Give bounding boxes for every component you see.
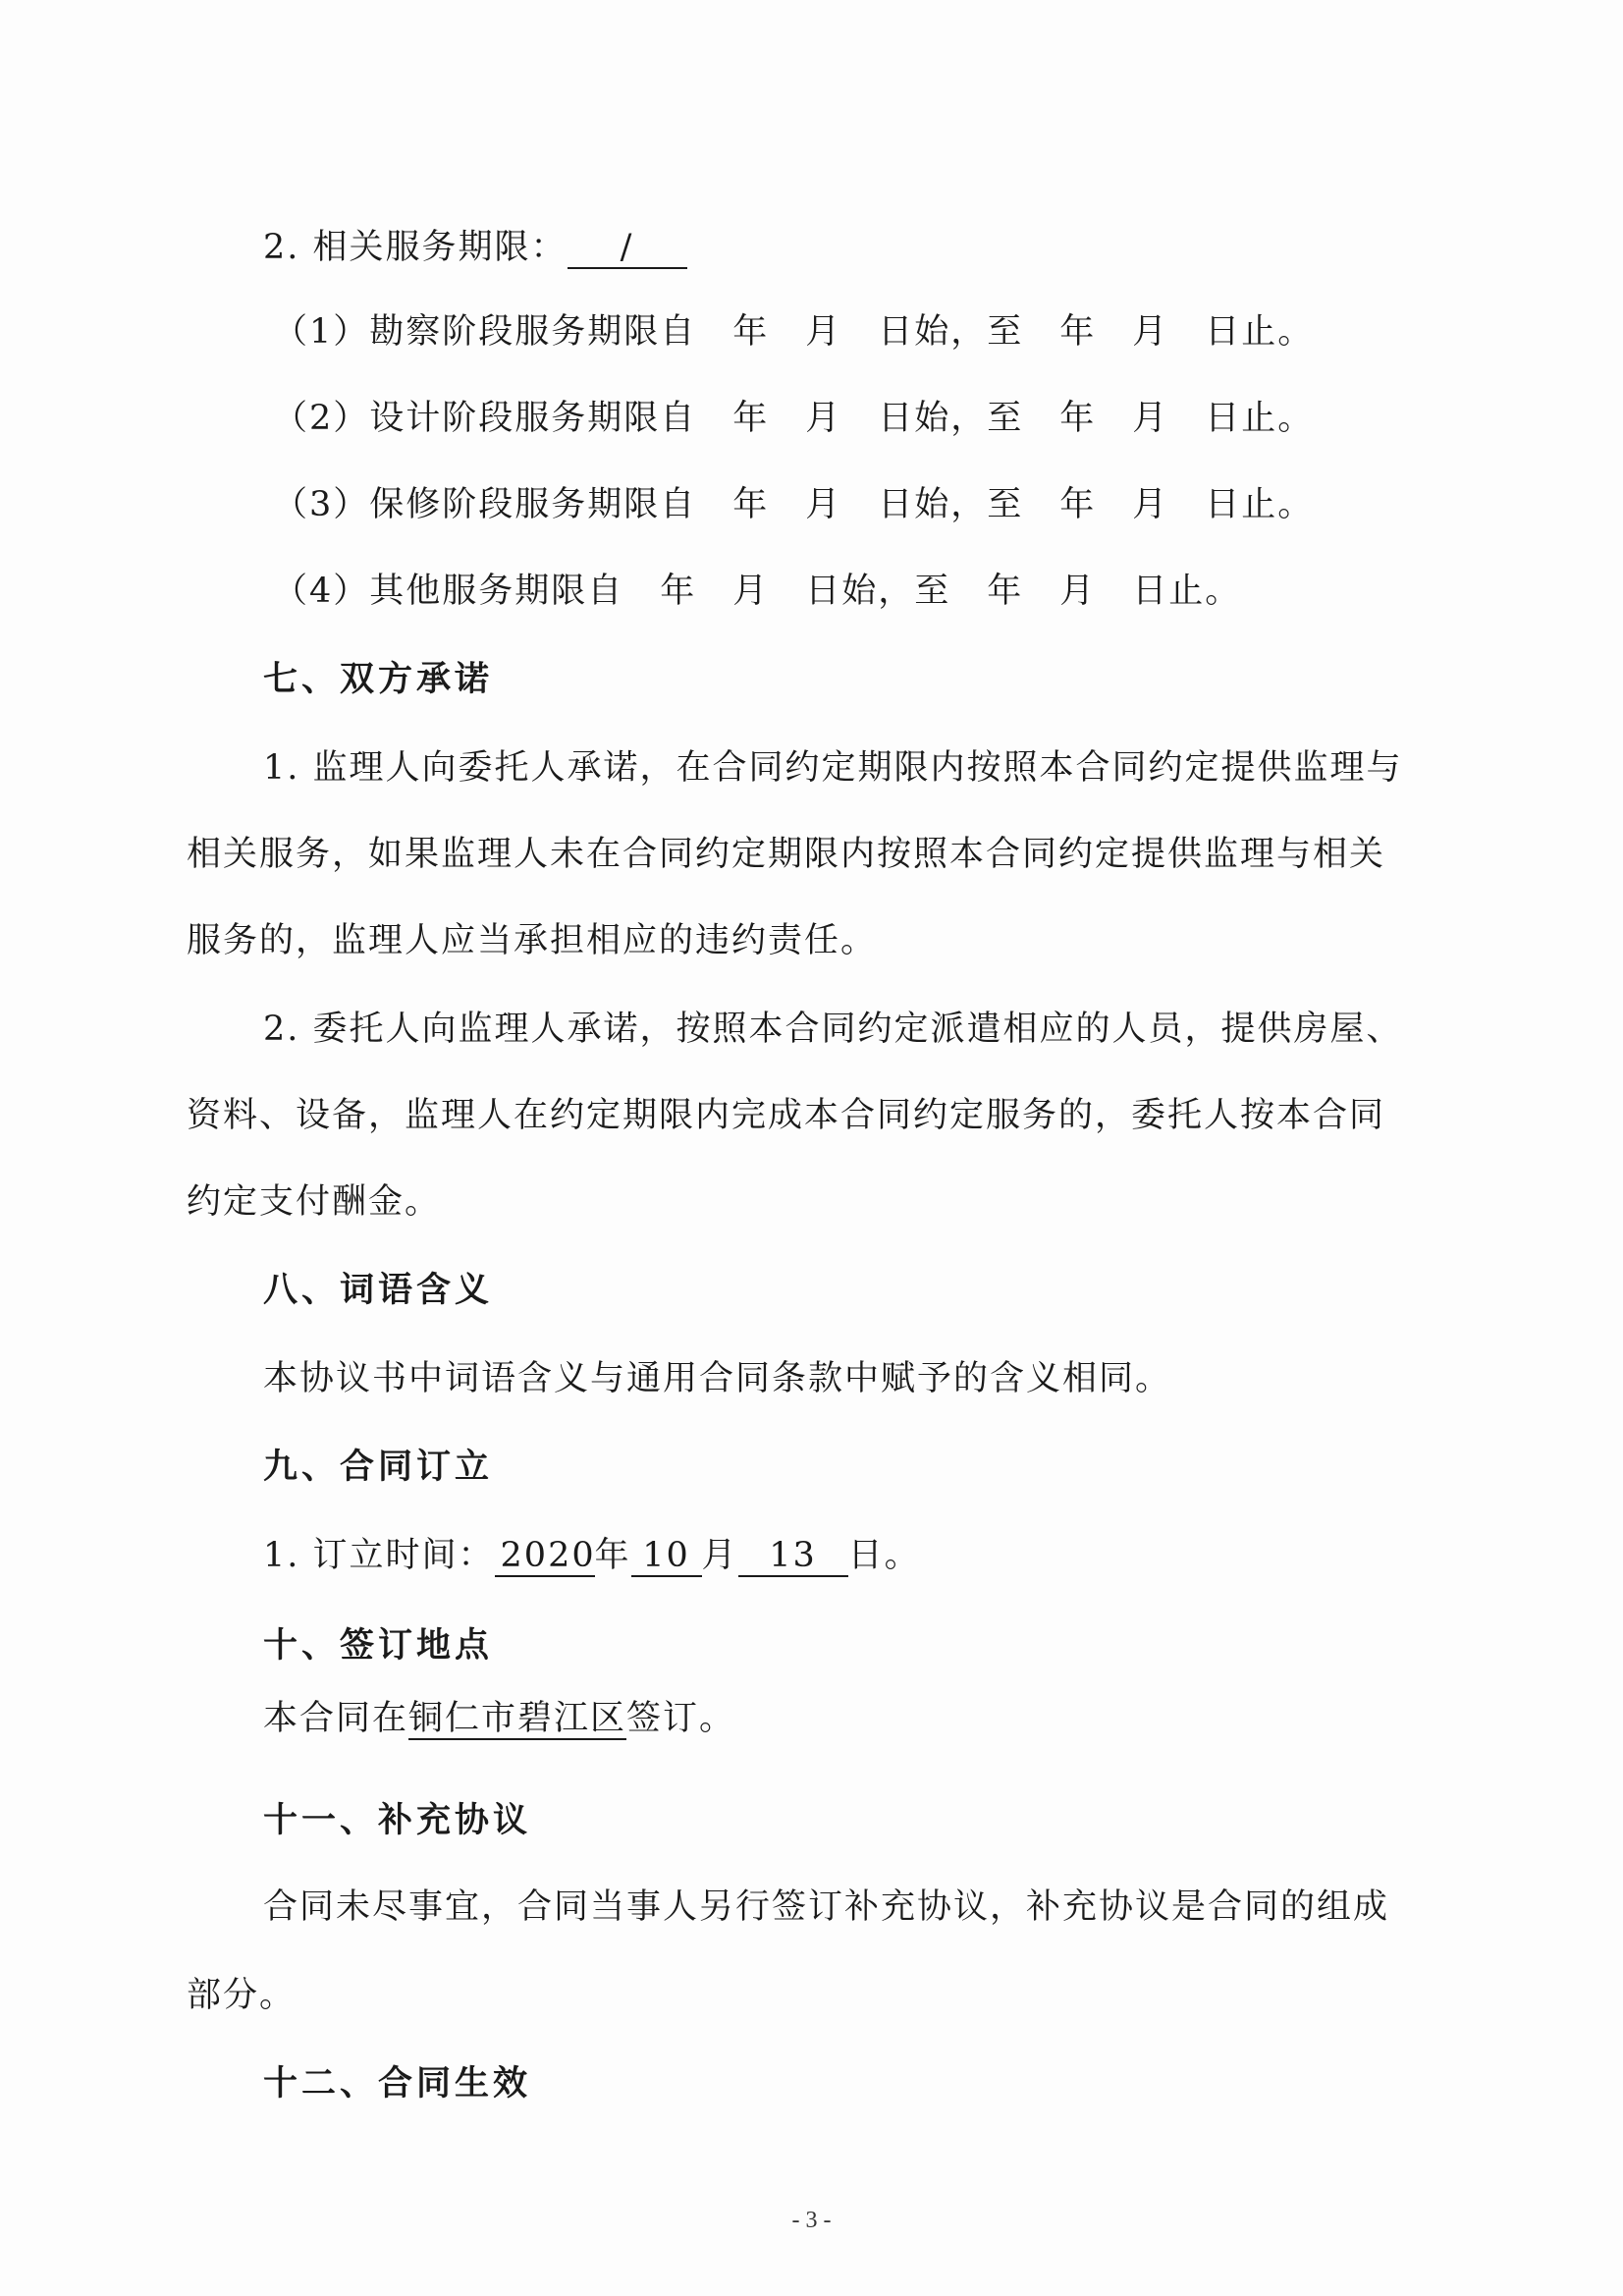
signing-day: 13 (738, 1536, 848, 1577)
signing-year-unit: 年 (594, 1536, 631, 1575)
service-term-value: / (568, 228, 687, 269)
section-7-heading: 七、双方承诺 (263, 660, 494, 699)
signing-month: 10 (631, 1536, 702, 1577)
section-7-item1-line2: 相关服务，如果监理人未在合同约定期限内按照本合同约定提供监理与相关 (187, 835, 1386, 874)
period-warranty: （3）保修阶段服务期限自 年 月 日始，至 年 月 日止。 (273, 485, 1315, 524)
section-7-item1-line3: 服务的，监理人应当承担相应的违约责任。 (187, 921, 878, 960)
signing-place: 铜仁市碧江区 (408, 1699, 627, 1738)
section-10-heading: 十、签订地点 (263, 1626, 494, 1666)
signing-month-unit: 月 (701, 1536, 738, 1575)
period-other: （4）其他服务期限自 年 月 日始，至 年 月 日止。 (273, 572, 1242, 611)
period-design: （2）设计阶段服务期限自 年 月 日始，至 年 月 日止。 (273, 399, 1315, 438)
signing-date-line (263, 1532, 1530, 1579)
section-12-heading: 十二、合同生效 (263, 2064, 532, 2104)
service-term-line (263, 224, 1530, 271)
signing-place-prefix: 本合同在 (263, 1699, 409, 1738)
section-7-item2-line3: 约定支付酬金。 (187, 1182, 442, 1222)
signing-date-label: 1. 订立时间： (263, 1536, 495, 1575)
section-7-item2-line2: 资料、设备，监理人在约定期限内完成本合同约定服务的，委托人按本合同 (187, 1096, 1386, 1135)
section-11-line1: 合同未尽事宜，合同当事人另行签订补充协议，补充协议是合同的组成 (263, 1887, 1390, 1927)
section-8-text: 本协议书中词语含义与通用合同条款中赋予的含义相同。 (263, 1359, 1172, 1398)
section-11-line2: 部分。 (187, 1976, 297, 2015)
signing-day-unit: 日。 (847, 1536, 921, 1575)
section-11-heading: 十一、补充协议 (263, 1801, 532, 1840)
signing-year: 2020 (495, 1536, 595, 1577)
page-number: - 3 - (791, 2208, 832, 2233)
section-7-item1-line1: 1. 监理人向委托人承诺，在合同约定期限内按照本合同约定提供监理与 (263, 748, 1403, 788)
section-7-item2-line1: 2. 委托人向监理人承诺，按照本合同约定派遣相应的人员，提供房屋、 (263, 1010, 1403, 1049)
section-8-heading: 八、词语含义 (263, 1271, 494, 1310)
signing-place-suffix: 签订。 (626, 1699, 736, 1738)
period-survey: （1）勘察阶段服务期限自 年 月 日始，至 年 月 日止。 (273, 312, 1315, 352)
signing-place-line (263, 1695, 1530, 1742)
section-9-heading: 九、合同订立 (263, 1448, 494, 1487)
service-term-label: 2. 相关服务期限： (263, 228, 568, 267)
